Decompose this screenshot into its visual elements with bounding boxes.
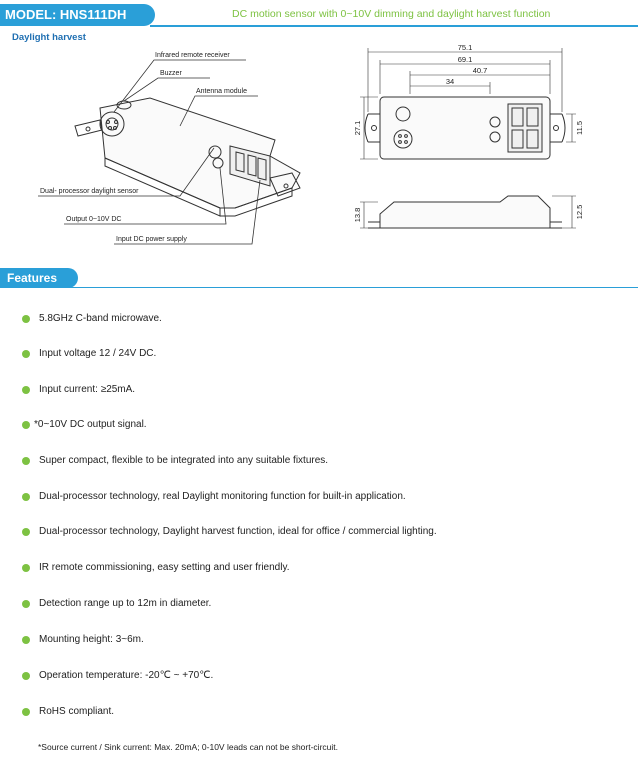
- bullet-dot-icon: [22, 493, 30, 501]
- product-perspective-drawing: [30, 48, 320, 258]
- callout-input: Input DC power supply: [116, 236, 187, 243]
- features-banner: [0, 268, 78, 288]
- model-banner: [0, 4, 155, 26]
- bullet-dot-icon: [22, 421, 30, 429]
- header-divider: [150, 25, 638, 27]
- bullet-dot-icon: [22, 708, 30, 716]
- callout-output: Output 0~10V DC: [66, 216, 122, 223]
- feature-item: Input current: ≥25mA.: [22, 384, 135, 395]
- feature-item: RoHS compliant.: [22, 706, 114, 717]
- feature-item: 5.8GHz C-band microwave.: [22, 313, 162, 324]
- callout-antenna: Antenna module: [196, 88, 247, 95]
- feature-item: IR remote commissioning, easy setting and user friendly.: [22, 562, 289, 573]
- features-divider: [0, 287, 638, 288]
- dim-tab-height: 11.5: [575, 120, 584, 136]
- feature-item: Input voltage 12 / 24V DC.: [22, 348, 156, 359]
- dim-side-right: 12.5: [575, 204, 584, 220]
- dim-side-left: 13.8: [353, 207, 362, 223]
- feature-item: Dual-processor technology, real Daylight monitoring function for built-in application.: [22, 491, 406, 502]
- dim-inner-width: 40.7: [472, 66, 488, 75]
- callout-buzzer: Buzzer: [160, 70, 182, 77]
- feature-item: Detection range up to 12m in diameter.: [22, 598, 211, 609]
- bullet-dot-icon: [22, 457, 30, 465]
- bullet-dot-icon: [22, 672, 30, 680]
- features-title: Features: [7, 271, 58, 285]
- callout-ir-receiver: Infrared remote receiver: [155, 52, 230, 59]
- bullet-dot-icon: [22, 315, 30, 323]
- feature-item: *0~10V DC output signal.: [22, 419, 147, 430]
- top-view-tab-right: [550, 114, 565, 142]
- dim-body-height: 27.1: [353, 120, 362, 136]
- bullet-dot-icon: [22, 528, 30, 536]
- top-view-terminal: [508, 104, 542, 152]
- product-description: DC motion sensor with 0~10V dimming and daylight harvest function: [232, 8, 551, 20]
- top-view-tab-left: [365, 114, 380, 142]
- dim-body-width: 69.1: [457, 55, 473, 64]
- bullet-dot-icon: [22, 350, 30, 358]
- mounting-tab-left: [75, 120, 102, 136]
- dim-total-width: 75.1: [457, 43, 473, 52]
- feature-item: Mounting height: 3~6m.: [22, 634, 144, 645]
- dim-pcb-width: 34: [445, 77, 455, 86]
- feature-item: Dual-processor technology, Daylight harvest function, ideal for office / commercial lighting.: [22, 526, 437, 537]
- bullet-dot-icon: [22, 564, 30, 572]
- model-title: MODEL: HNS111DH: [5, 7, 127, 22]
- footnote: *Source current / Sink current: Max. 20mA; 0-10V leads can not be short-circuit.: [38, 742, 338, 752]
- bullet-dot-icon: [22, 636, 30, 644]
- dimension-drawing: [350, 42, 590, 247]
- callout-daylight-sensor: Dual- processor daylight sensor: [40, 188, 139, 195]
- section-subtitle: Daylight harvest: [12, 32, 86, 43]
- bullet-dot-icon: [22, 386, 30, 394]
- side-view-body: [380, 196, 550, 228]
- feature-item: Operation temperature: -20℃ ~ +70℃.: [22, 670, 213, 681]
- bullet-dot-icon: [22, 600, 30, 608]
- feature-item: Super compact, flexible to be integrated into any suitable fixtures.: [22, 455, 328, 466]
